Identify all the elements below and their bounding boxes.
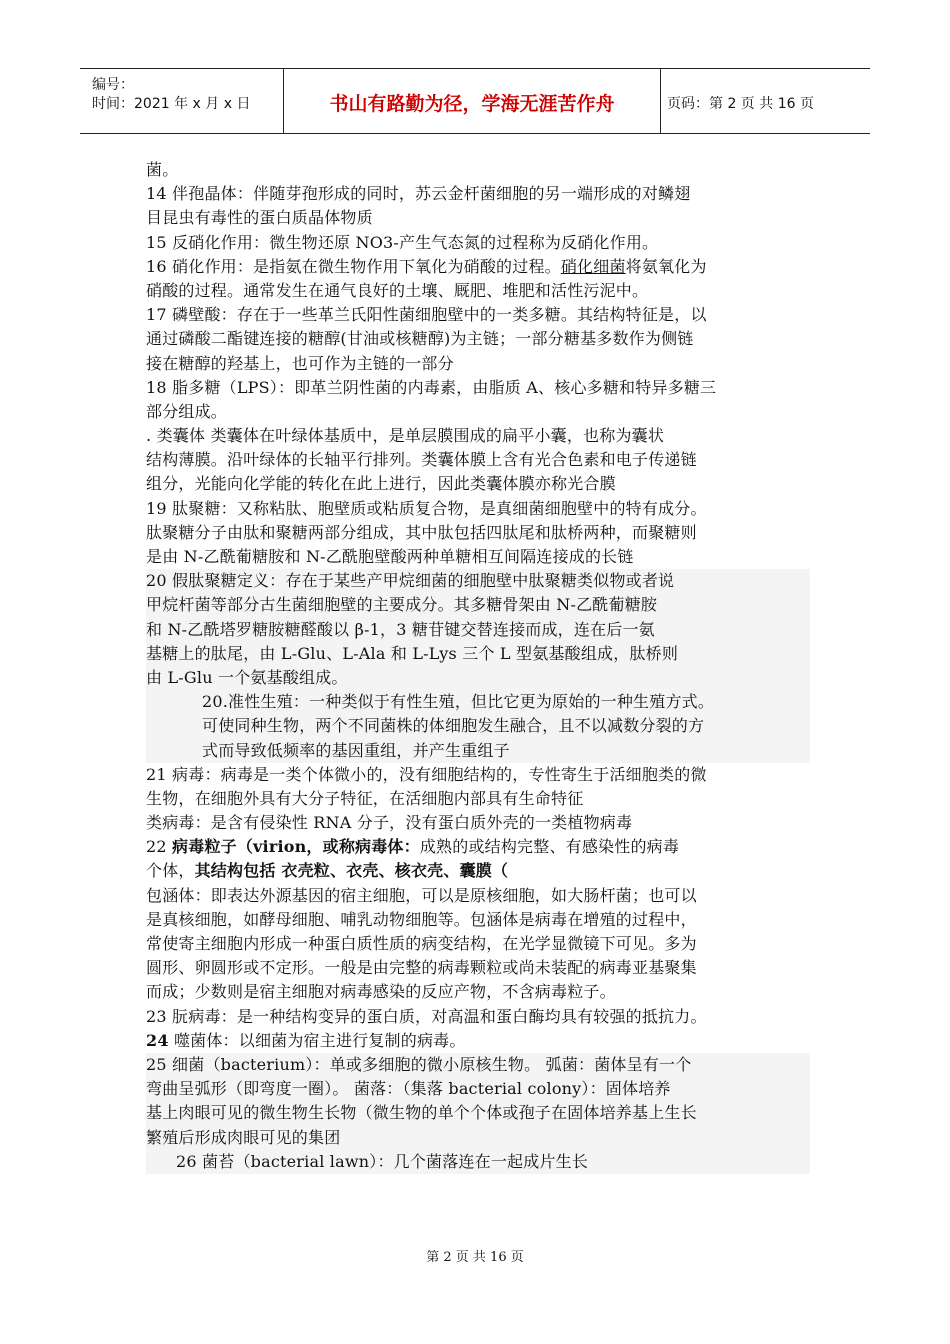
page-header [80, 68, 870, 134]
text-line: 硝酸的过程。通常发生在通气良好的土壤、厩肥、堆肥和活性污泥中。 [146, 280, 649, 300]
text-line: 14 伴孢晶体：伴随芽孢形成的同时，苏云金杆菌细胞的另一端形成的对鳞翅 [146, 184, 691, 204]
text-line: . 类囊体 类囊体在叶绿体基质中，是单层膜围成的扁平小囊，也称为囊状 [146, 426, 665, 446]
text-line: 部分组成。 [146, 401, 228, 421]
text-line: 繁殖后形成肉眼可见的集团 [146, 1126, 810, 1150]
text-line: 是由 N-乙酰葡糖胺和 N-乙酰胞壁酸两种单糖相互间隔连接成的长链 [146, 547, 634, 566]
text-line: 23 朊病毒：是一种结构变异的蛋白质，对高温和蛋白酶均具有较强的抵抗力。 [146, 1006, 707, 1026]
text-line: 肽聚糖分子由肽和聚糖两部分组成，其中肽包括四肽尾和肽桥两种，而聚糖则 [146, 522, 697, 542]
bold-term: 其结构包括 衣壳粒、衣壳、核衣壳、囊膜（ [194, 861, 509, 881]
text-line: 结构薄膜。沿叶绿体的长轴平行排列。类囊体膜上含有光合色素和电子传递链 [146, 450, 697, 470]
text-line: 圆形、卵圆形或不定形。一般是由完整的病毒颗粒或尚未装配的病毒亚基聚集 [146, 958, 697, 978]
text-line: 20.准性生殖：一种类似于有性生殖，但比它更为原始的一种生殖方式。 [146, 690, 810, 714]
text-line [146, 255, 810, 279]
text-line: 20 假肽聚糖定义：存在于某些产甲烷细菌的细胞壁中肽聚糖类似物或者说 [146, 569, 810, 593]
text-line: 菌。 [146, 160, 179, 179]
text-line: 17 磷壁酸：存在于一些革兰氏阳性菌细胞壁中的一类多糖。其结构特征是，以 [146, 305, 707, 325]
text-line: 可使同种生物，两个不同菌株的体细胞发生融合，且不以减数分裂的方 [146, 714, 810, 738]
text-line: 式而导致低频率的基因重组，并产生重组子 [146, 739, 810, 763]
nitrifying-bacteria-link[interactable]: 硝化细菌 [560, 256, 626, 276]
text-line: 是真核细胞，如酵母细胞、哺乳动物细胞等。包涵体是病毒在增殖的过程中， [146, 909, 697, 929]
text-line: 19 肽聚糖：又称粘肽、胞壁质或粘质复合物，是真细菌细胞壁中的特有成分。 [146, 498, 707, 518]
text-line: 18 脂多糖（LPS）：即革兰阴性菌的内毒素，由脂质 A、核心多糖和特异多糖三 [146, 377, 717, 397]
text-line: 包涵体：即表达外源基因的宿主细胞，可以是原核细胞，如大肠杆菌；也可以 [146, 885, 697, 905]
text-line: 甲烷杆菌等部分古生菌细胞壁的主要成分。其多糖骨架由 N-乙酰葡糖胺 [146, 593, 810, 617]
motto: 书山有路勤为径，学海无涯苦作舟 [329, 93, 615, 115]
text-line: 基上肉眼可见的微生物生长物（微生物的单个个体或孢子在固体培养基上生长 [146, 1101, 810, 1125]
text-span: 成熟的或结构完整、有感染性的病毒 [419, 837, 680, 857]
header-meta-cell [80, 69, 284, 133]
text-line [146, 835, 810, 859]
text-line: 和 N-乙酰塔罗糖胺糖醛酸以 β-1，3 糖苷键交替连接而成，连在后一氨 [146, 618, 810, 642]
text-line: 类病毒：是含有侵染性 RNA 分子，没有蛋白质外壳的一类植物病毒 [146, 813, 633, 833]
text-line: 26 菌苔（bacterial lawn）：几个菌落连在一起成片生长 [146, 1150, 810, 1174]
text-span: 22 [146, 837, 173, 857]
text-line [146, 859, 810, 883]
text-line: 15 反硝化作用：微生物还原 NO3-产生气态氮的过程称为反硝化作用。 [146, 232, 659, 252]
text-line: 25 细菌（bacterium）：单或多细胞的微小原核生物。 弧菌：菌体呈有一个 [146, 1053, 810, 1077]
text-span: 个体， [146, 861, 195, 881]
bold-term: 24 [146, 1030, 169, 1050]
page-number: 页码：第 2 页 共 16 页 [667, 96, 814, 112]
text-line: 生物，在细胞外具有大分子特征，在活细胞内部具有生命特征 [146, 788, 584, 808]
text-span: 将氨氧化为 [625, 256, 707, 276]
header-page-cell [661, 69, 870, 133]
header-motto-cell [284, 69, 661, 133]
text-line: 通过磷酸二酯键连接的糖醇(甘油或核糖醇)为主链；一部分糖基多数作为侧链 [146, 329, 694, 349]
text-line [146, 1029, 810, 1053]
text-line: 而成；少数则是宿主细胞对病毒感染的反应产物，不含病毒粒子。 [146, 982, 616, 1002]
text-line: 目昆虫有毒性的蛋白质晶体物质 [146, 208, 373, 228]
text-span: 16 硝化作用：是指氨在微生物作用下氧化为硝酸的过程。 [146, 256, 561, 276]
text-line: 接在糖醇的羟基上，也可作为主链的一部分 [146, 353, 454, 373]
bold-term: 病毒粒子（virion，或称病毒体： [172, 837, 420, 857]
document-date: 时间：2021 年 x 月 x 日 [92, 96, 251, 112]
page-footer: 第 2 页 共 16 页 [426, 1250, 524, 1265]
document-body [146, 158, 810, 1174]
document-number: 编号： [92, 77, 134, 93]
text-line: 弯曲呈弧形（即弯度一圈）。 菌落：（集落 bacterial colony）：固体培养 [146, 1077, 810, 1101]
text-line: 组分，光能向化学能的转化在此上进行，因此类囊体膜亦称光合膜 [146, 474, 616, 494]
text-span: 噬菌体：以细菌为宿主进行复制的病毒。 [168, 1030, 466, 1050]
text-line: 由 L-Glu 一个氨基酸组成。 [146, 666, 810, 690]
text-line: 基糖上的肽尾，由 L-Glu、L-Ala 和 L-Lys 三个 L 型氨基酸组成，肽桥则 [146, 642, 810, 666]
text-line: 21 病毒：病毒是一类个体微小的，没有细胞结构的，专性寄生于活细胞类的微 [146, 764, 707, 784]
text-line: 常使寄主细胞内形成一种蛋白质性质的病变结构，在光学显微镜下可见。多为 [146, 934, 697, 953]
